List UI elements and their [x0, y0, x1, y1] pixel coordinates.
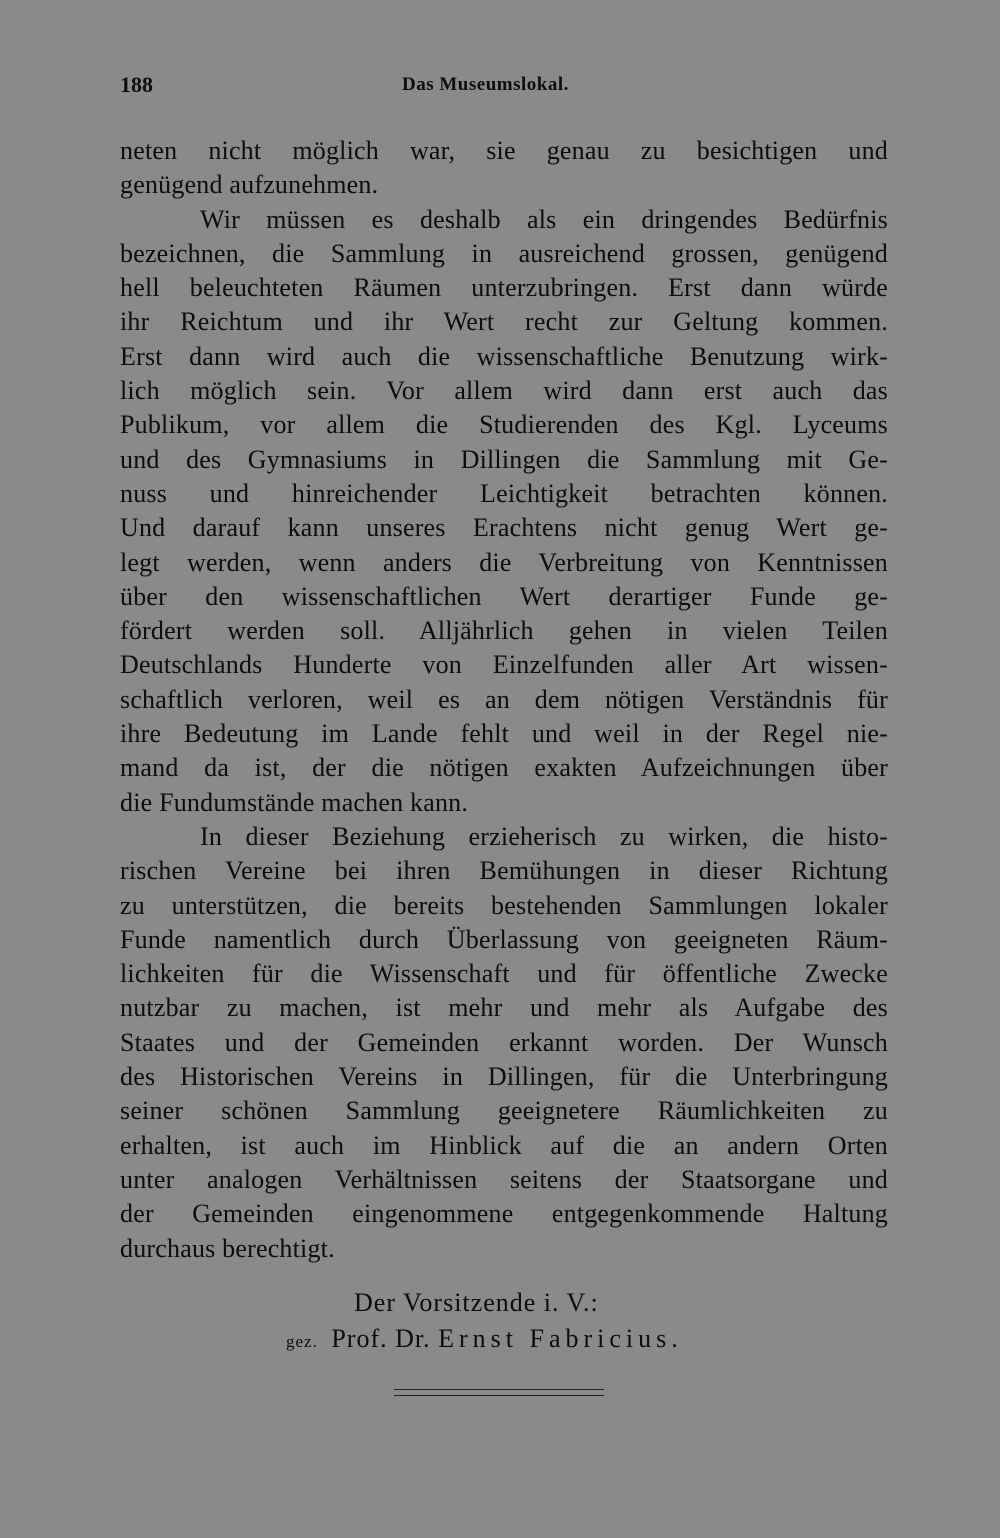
text-line: Erst dann wird auch die wissenschaftliche Benutzung wirk-: [120, 341, 888, 371]
text-line: hell beleuchteten Räumen unterzubringen. Erst dann würde: [120, 273, 888, 303]
text-line: schaftlich verloren, weil es an dem nötigen Verständnis für: [120, 684, 888, 714]
page-number: 188: [120, 72, 153, 97]
text-line: In dieser Beziehung erzieherisch zu wirken, die histo-: [200, 821, 888, 851]
text-line: die Fundumstände machen kann.: [120, 787, 469, 817]
text-line: seiner schönen Sammlung geeignetere Räumlichkeiten zu: [120, 1096, 888, 1126]
text-line: Deutschlands Hunderte von Einzelfunden aller Art wissen-: [120, 650, 888, 680]
signature-name-line: [286, 1324, 683, 1354]
text-line: genügend aufzunehmen.: [120, 170, 379, 200]
signature-name: Ernst Fabricius.: [438, 1324, 683, 1353]
text-line: legt werden, wenn anders die Verbreitung von Kenntnissen: [120, 547, 888, 577]
page-header: [120, 72, 890, 106]
running-head: Das Museumslokal.: [402, 74, 569, 95]
signature-prefix: gez.: [286, 1332, 318, 1351]
text-line: Und darauf kann unseres Erachtens nicht genug Wert ge-: [120, 513, 888, 543]
text-line: Staates und der Gemeinden erkannt worden. Der Wunsch: [120, 1027, 888, 1057]
body-text: [120, 134, 888, 1266]
signature-role: Der Vorsitzende i. V.:: [354, 1288, 599, 1317]
end-rule-divider: [394, 1389, 604, 1396]
text-line: Wir müssen es deshalb als ein dringendes Bedürfnis: [200, 204, 888, 234]
text-line: über den wissenschaftlichen Wert derartiger Funde ge-: [120, 581, 888, 611]
text-line: nutzbar zu machen, ist mehr und mehr als Aufgabe des: [120, 993, 888, 1023]
text-line: nuss und hinreichender Leichtigkeit betrachten können.: [120, 478, 888, 508]
text-line: des Historischen Vereins in Dillingen, für die Unterbringung: [120, 1062, 888, 1092]
text-line: erhalten, ist auch im Hinblick auf die an andern Orten: [120, 1130, 888, 1160]
text-line: lichkeiten für die Wissenschaft und für öffentliche Zwecke: [120, 959, 888, 989]
text-line: und des Gymnasiums in Dillingen die Sammlung mit Ge-: [120, 444, 888, 474]
text-line: mand da ist, der die nötigen exakten Aufzeichnungen über: [120, 753, 888, 783]
text-line: durchaus berechtigt.: [120, 1233, 335, 1263]
text-line: fördert werden soll. Alljährlich gehen in vielen Teilen: [120, 616, 888, 646]
text-line: lich möglich sein. Vor allem wird dann erst auch das: [120, 376, 888, 406]
text-line: ihr Reichtum und ihr Wert recht zur Geltung kommen.: [120, 307, 888, 337]
text-line: unter analogen Verhältnissen seitens der Staatsorgane und: [120, 1164, 888, 1194]
text-line: neten nicht möglich war, sie genau zu besichtigen und: [120, 136, 888, 165]
text-line: Publikum, vor allem die Studierenden des Kgl. Lyceums: [120, 410, 888, 440]
signature-title: Prof. Dr.: [331, 1324, 431, 1353]
text-line: ihre Bedeutung im Lande fehlt und weil in der Regel nie-: [120, 719, 888, 749]
text-line: bezeichnen, die Sammlung in ausreichend grossen, genügend: [120, 238, 888, 268]
text-line: rischen Vereine bei ihren Bemühungen in dieser Richtung: [120, 856, 888, 886]
text-line: Funde namentlich durch Überlassung von geeigneten Räum-: [120, 924, 888, 954]
text-line: der Gemeinden eingenommene entgegenkommende Haltung: [120, 1199, 888, 1229]
text-line: zu unterstützen, die bereits bestehenden Sammlungen lokaler: [120, 890, 888, 920]
